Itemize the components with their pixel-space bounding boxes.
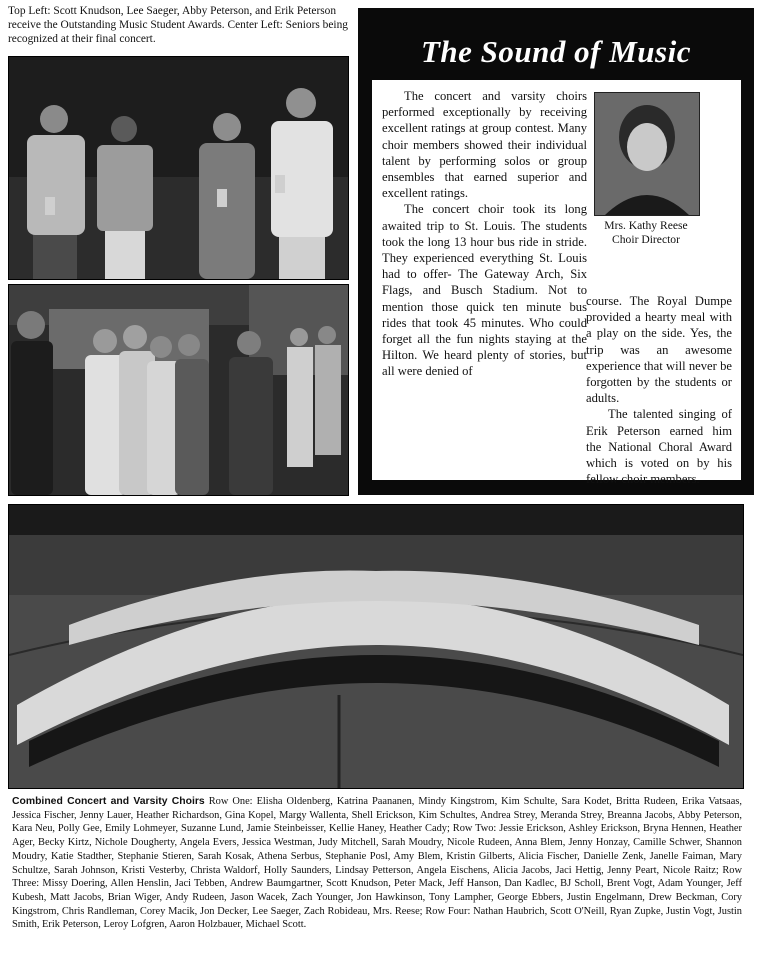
seniors-photo [8, 284, 349, 496]
story-paragraph-2: The concert choir took its long awaited trip to St. Louis. The students took the long 13 hour bus ride in stride. They experienced everything St. Louis had to offer- The Gateway Arch, Six Flags, and Busch Stadium. Not to mention those quick ten minute bus rides that took 45 minutes. Who could forget all the fun nights staying at the Hilton. We heard plenty of stories, but all were denied of [382, 202, 587, 379]
roster-caption-lead: Combined Concert and Varsity Choirs [12, 796, 205, 807]
caption-awards: Top Left: Scott Knudson, Lee Saeger, Abby Peterson, and Erik Peterson receive the Outstanding Music Student Awards. [8, 5, 337, 32]
choir-group-photo [8, 504, 744, 789]
feature-story-panel [372, 80, 741, 487]
director-portrait [594, 92, 700, 216]
director-role: Choir Director [612, 233, 680, 247]
feature-box [358, 8, 754, 495]
story-paragraph-2-continued: course. The Royal Dumpe provided a hearty meal with a play on the side. Yes, the trip was an awesome experience that will never be forgotten by the students or adults. [586, 294, 732, 406]
choir-roster-caption [12, 795, 742, 932]
roster-caption-text: Row One: Elisha Oldenberg, Katrina Paananen, Mindy Kingstrom, Kim Schulte, Sara Kodet, Britta Rudeen, Erika Vatsaas, Jessica Fischer, Jenny Lauer, Heather Richardson, Gina Kopel, Margy Wallenta, Shell Erickson, Kim Schultes, Andrea Strey, Meranda Strey, Breanna Jacobs, Abby Peterson, Kara Neu, Polly Gee, Emily Lohmeyer, Suzanne Lund, Jamie Steinbeisser, Kellie Haney, Heather Cady; Row Two: Jessie Erickson, Ashley Erickson, Bryna Hennen, Heather Ager, Becky Kirtz, Nichole Dougherty, Angela Evers, Jessica Westman, Judy Mitchell, Sarah Moudry, Nicole Rudeen, Anna Blem, Jenny Honzay, Camille Schwer, Shannon Moudry, Katie Stadther, Stephanie Stieren, Sarah Kosak, Athena Serbus, Stephanie Posl, Amy Blem, Kristin Gilberts, Alicia Fischer, Danielle Zenk, Janelle Faiman, Mary Schultze, Sarah Johnson, Kristi Vesterby, Christa Waldorf, Holly Saunders, Lindsay Petterson, Angela Eischens, Alicia Jacobs, Jaci Hettig, Jenny Peart, Nicole Raitz; Row Three: Missy Doering, Allen Henslin, Jaci Tebben, Andrew Baumgartner, Scott Knudson, Peter Mack, Jeff Hanson, Dan Kadlec, BJ Scholl, Brent Vogt, Adam Younger, Jeff Kubesh, Matt Jacobs, Brian Wiger, Andy Rudeen, Jason Wacek, Zach Younger, Jon Hawkinson, Tony Lampher, George Ebbers, Justin Engelmann, Drew Beckman, Cory Kingstrom, Chris Randleman, Corey Macik, Jon Decker, Lee Saeger, Zach Robideau, Mrs. Reese; Row Four: Nathan Haubrich, Scott O'Neill, Ryan Zupke, Justin Vogt, Justin Smith, Erik Peterson, Leroy Lofgren, Aaron Holzbauer, Michael Scott. [12, 796, 742, 931]
story-column-left [382, 88, 587, 380]
top-photo-caption [8, 4, 348, 47]
story-paragraph-1: The concert and varsity choirs performed exceptionally by receiving excellent ratings at group contest. Many choir members showed their individual talent by performing solos or group ensembles that earned superior and excellent ratings. [382, 89, 587, 201]
director-name: Mrs. Kathy Reese [604, 219, 688, 232]
caption-seniors: Center Left: Seniors being recognized at their final concert. [8, 19, 348, 46]
feature-title: The Sound of Music [421, 34, 691, 69]
awards-photo [8, 56, 349, 280]
story-column-right [586, 293, 732, 487]
story-paragraph-3: The talented singing of Erik Peterson earned him the National Choral Award which is voted on by his fellow choir members. [586, 407, 732, 487]
portrait-caption [594, 219, 698, 248]
